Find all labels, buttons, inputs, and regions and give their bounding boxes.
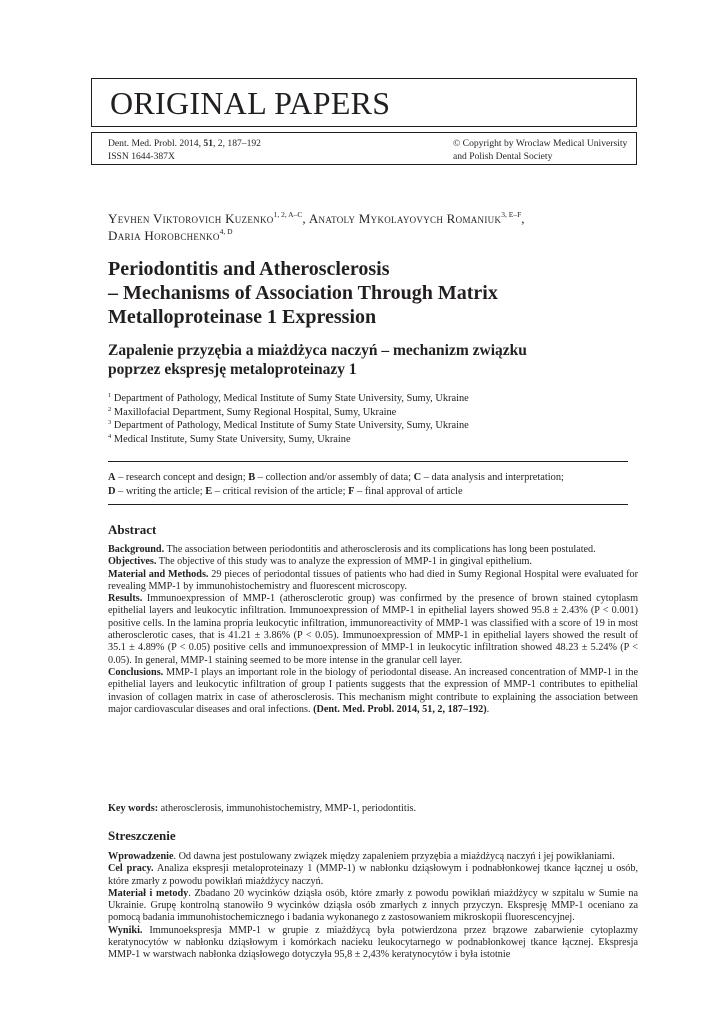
contribution-text: – data analysis and interpretation;: [421, 472, 564, 483]
citation-suffix: , 2, 187–192: [213, 138, 261, 149]
divider: [108, 461, 628, 462]
abstract-heading: Abstract: [108, 522, 157, 537]
journal-info-box: [91, 132, 637, 165]
paragraph-label: Materiał i metody: [108, 887, 189, 899]
paragraph-text: Immunoekspresja MMP-1 w grupie z miażdżycą była potwierdzona przez brązowe zabarwienie cytoplazmy keratynocytów w nabłonku dziąsłowym i komórkach nacieku leukocytarnego w podnabłonkowej tkance łącznej. Ekspresja MMP-1 w warstwach nabłonka dziąsłowego dotyczyła 95,8 ± 2,43% keratynocytów i była istotnie: [108, 924, 638, 961]
banner-title: ORIGINAL PAPERS: [110, 85, 391, 121]
abstract-methods: [108, 569, 638, 594]
title-line: Metalloproteinase 1 Expression: [108, 306, 377, 328]
author-separator: ,: [302, 211, 309, 226]
contribution-text: – critical revision of the article;: [212, 486, 349, 497]
paragraph-text: Immunoexpression of MMP-1 (atherosclerotic group) was confirmed by the presence of brown stained cytoplasm epithelial layers and leukocytic infiltration. Immunoexpression of MMP-1 in epithelial layers showed 95.8 ± 2.43% (P < 0.001) positive cells. In the lamina propria leukocytic infiltration, immunoreactivity of MMP-1 was classified with a score of 19 in most atherosclerotic cases, that is 41.21 ± 3.86% (P < 0.05). Immunoexpression of MMP-1 in epithelial layers showed the result of 35.1 ± 4.89% (P < 0.05) positive cells and immunoexpression of MMP-1 in leukocytic infiltration showed 48.23 ± 5.24% (P < 0.05). In general, MMP-1 staining seemed to be more intense in the granular cell layer.: [108, 593, 638, 666]
author-affil-sup: 4, D: [219, 227, 233, 236]
affiliations: [108, 392, 628, 446]
paragraph-label: Wyniki.: [108, 924, 143, 936]
affiliation-text: Department of Pathology, Medical Institute of Sumy State University, Sumy, Ukraine: [111, 393, 469, 404]
contribution-line: [108, 471, 628, 485]
contribution-key: E: [205, 486, 213, 497]
affiliation-item: [108, 433, 628, 447]
abstract-objectives: [108, 556, 638, 568]
paragraph-text: .: [486, 703, 490, 715]
abstract-background: [108, 544, 638, 556]
affiliation-number: 2: [108, 405, 112, 413]
citation-prefix: Dent. Med. Probl. 2014,: [108, 138, 204, 149]
affiliation-text: Medical Institute, Sumy State University, Sumy, Ukraine: [111, 433, 351, 445]
contribution-key: C: [413, 472, 422, 483]
streszczenie-wprowadzenie: [108, 851, 638, 863]
abstract-citation: (Dent. Med. Probl. 2014, 51, 2, 187–192): [313, 703, 487, 715]
section-banner: [91, 78, 637, 127]
keywords-text: atherosclerosis, immunohistochemistry, MMP-1, periodontitis.: [158, 803, 417, 814]
author-list: [108, 210, 628, 244]
contribution-key: D: [108, 486, 116, 497]
streszczenie-heading: Streszczenie: [108, 828, 176, 843]
contribution-text: – research concept and design;: [115, 472, 249, 483]
affiliation-item: [108, 392, 628, 406]
author-name: Yevhen Viktorovich Kuzenko: [108, 211, 274, 226]
paragraph-text: . Zbadano 20 wycinków dziąsła osób, które zmarły z powodu powikłań miażdżycy w szpitalu w Sumie na Ukrainie. Grupę kontrolną stanowiło 9 wycinków dziąsła osób zmarłych z innych przyczyn. Ekspresję MMP-1 oceniano za pomocą badania immunohistochemicznego i badania wykonanego z zastosowaniem mikroskopii fluorescencyjnej.: [108, 887, 638, 924]
paragraph-label: Objectives.: [108, 556, 157, 568]
article-title-polish: [108, 341, 628, 379]
contribution-text: – writing the article;: [115, 486, 206, 497]
author-affil-sup: 1, 2, A–C: [273, 210, 303, 219]
paragraph-text: The association between periodontitis and atherosclerosis and its complications has long been postulated.: [164, 544, 596, 555]
affiliation-number: 3: [108, 419, 112, 426]
contribution-text: – collection and/or assembly of data;: [255, 472, 414, 483]
title-line: Periodontitis and Atherosclerosis: [108, 258, 390, 280]
paragraph-label: Background.: [108, 544, 165, 555]
affiliation-item: [108, 419, 628, 433]
streszczenie-body: [108, 851, 638, 962]
paragraph-label: Wprowadzenie: [108, 851, 174, 862]
streszczenie-cel: [108, 863, 638, 888]
paragraph-text: The objective of this study was to analyze the expression of MMP-1 in gingival epithelium.: [156, 556, 532, 568]
paragraph-label: Material and Methods.: [108, 568, 209, 580]
citation-volume: 51: [203, 138, 213, 149]
paragraph-label: Results.: [108, 593, 143, 605]
journal-issn: ISSN 1644-387X: [108, 151, 175, 162]
copyright-line-2: and Polish Dental Society: [453, 151, 553, 162]
paragraph-text: 29 pieces of periodontal tissues of patients who had died in Sumy Regional Hospital were evaluated for revealing MMP-1 by immunohistochemistry and fluorescent microscopy.: [108, 568, 638, 592]
streszczenie-material: [108, 888, 638, 925]
copyright-line-1: © Copyright by Wroclaw Medical University: [453, 138, 628, 149]
affiliation-text: Maxillofacial Department, Sumy Regional Hospital, Sumy, Ukraine: [111, 406, 397, 418]
contribution-line: [108, 485, 628, 499]
author-name: Anatoly Mykolayovych Romaniuk: [308, 211, 502, 226]
paragraph-text: Analiza ekspresji metaloproteinazy 1 (MMP-1) w nabłonku dziąsłowym i podnabłonkowej tkance łącznej u osób, które zmarły z powodu powikłań miażdżycy naczyń.: [108, 863, 639, 887]
paragraph-label: Cel pracy.: [108, 863, 154, 875]
contribution-key: A: [108, 472, 116, 483]
abstract-results: [108, 593, 638, 667]
author-affil-sup: 3, E–F: [501, 210, 522, 219]
copyright-block: [453, 137, 627, 163]
author-name: Daria Horobchenko: [108, 228, 220, 243]
title-line: Zapalenie przyzębia a miażdżyca naczyń – mechanizm związku: [108, 342, 527, 359]
journal-citation-block: [108, 137, 261, 163]
paragraph-label: Conclusions.: [108, 666, 164, 678]
keywords-label: Key words:: [108, 803, 159, 814]
contribution-key: B: [248, 472, 256, 483]
keywords: [108, 802, 638, 815]
abstract-conclusions: [108, 667, 638, 716]
title-line: – Mechanisms of Association Through Matrix: [108, 282, 498, 304]
contribution-text: – final approval of article: [354, 486, 463, 497]
paragraph-text: MMP-1 plays an important role in the biology of periodontal disease. An increased concentration of MMP-1 in the epithelial layers and leukocytic infiltration of group I patients suggests that the expression of MMP-1 contributes to epithelial invasion of collagen matrix in case of atherosclerosis. This mechanism might contribute to explaining the association between major cardiovascular diseases and oral infections.: [108, 666, 638, 715]
affiliation-number: 1: [108, 392, 112, 399]
abstract-body: [108, 544, 638, 716]
contribution-key: F: [348, 486, 355, 497]
author-contributions: [108, 471, 628, 499]
affiliation-number: 4: [108, 432, 112, 440]
paragraph-text: . Od dawna jest postulowany związek między zapaleniem przyzębia a miażdżycą naczyń i jej powikłaniami.: [173, 851, 615, 862]
streszczenie-wyniki: [108, 925, 638, 962]
author-separator: ,: [521, 211, 525, 226]
affiliation-item: [108, 406, 628, 420]
divider: [108, 504, 628, 505]
journal-citation: [108, 137, 261, 150]
affiliation-text: Department of Pathology, Medical Institute of Sumy State University, Sumy, Ukraine: [111, 420, 469, 431]
title-line: poprzez ekspresję metaloproteinazy 1: [108, 361, 357, 378]
article-title: [108, 257, 628, 329]
